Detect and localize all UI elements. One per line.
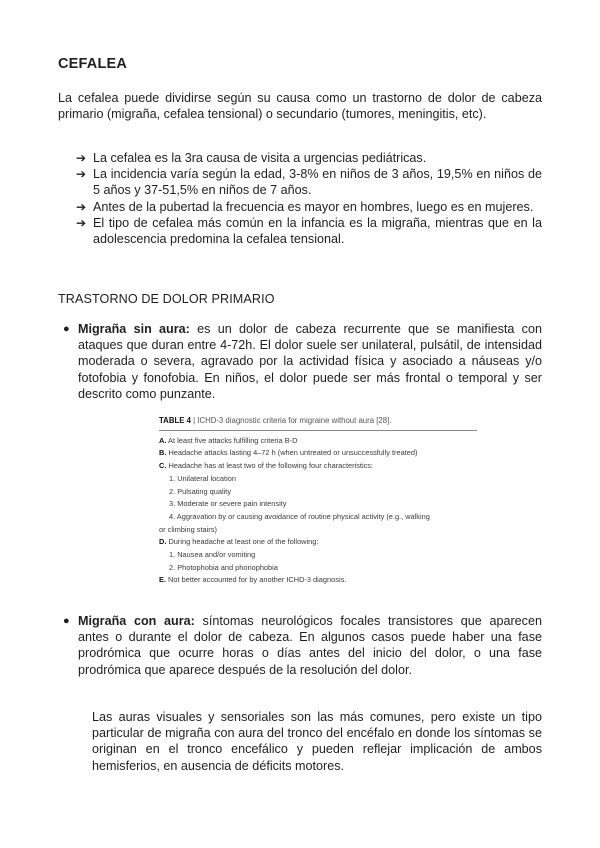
table-caption-text: | ICHD-3 diagnostic criteria for migraine without aura [28]. [190,416,392,425]
criterion-text: Headache attacks lasting 4–72 h (when untreated or unsuccessfully treated) [166,448,418,458]
bullet-term: Migraña con aura: [78,614,195,628]
arrow-right-icon: ➔ [76,215,87,230]
criterion-letter: A. [159,435,167,445]
criterion-text: 4. Aggravation by or causing avoidance of routine physical activity (e.g., walking [169,511,430,521]
arrow-item-text: El tipo de cefalea más común en la infancia es la migraña, mientras que en la adolescencia predomina la cefalea tensional. [93,215,542,247]
bullet-migraine-without-aura [63,321,542,402]
table-row [159,562,477,575]
arrow-item-text: La incidencia varía según la edad, 3-8% en niños de 3 años, 19,5% en niños de 5 años y 37-51,5% en niños de 7 años. [93,167,542,198]
bullet-term: Migraña sin aura: [78,322,190,336]
criterion-letter: E. [159,575,166,585]
table-row [159,536,477,549]
arrow-list-item [76,166,542,198]
criterion-text: 1. Nausea and/or vomiting [169,550,256,560]
criterion-text: 2. Photophobia and phonophobia [169,562,278,572]
criteria-table-figure [159,415,477,587]
arrow-item-text: Antes de la pubertad la frecuencia es mayor en hombres, luego es en mujeres. [93,199,534,214]
criterion-text: 2. Pulsating quality [169,486,232,496]
table-row [159,486,477,499]
table-row [159,460,477,473]
arrow-list-item [76,215,542,247]
bullet-migraine-with-aura [63,613,542,678]
criterion-letter: C. [159,461,167,471]
criterion-text: Not better accounted for by another ICHD-3 diagnosis. [165,575,347,585]
aura-paragraph: Las auras visuales y sensoriales son las más comunes, pero existe un tipo particular de migraña con aura del tronco del encéfalo en donde los síntomas se originan en el tronco encefálico y pueden reflejar implicación de ambos hemisferios, en ausencia de déficits motores. [92,710,542,773]
table-label: TABLE 4 [159,416,191,425]
section-heading: TRASTORNO DE DOLOR PRIMARIO [58,292,275,306]
arrow-right-icon: ➔ [76,167,87,182]
arrow-list-item [76,150,542,166]
arrow-list-item [76,199,542,215]
table-row [159,473,477,486]
bullet-text: síntomas neurológicos focales transistores que aparecen antes o durante el dolor de cabeza. En algunos casos puede haber una fase prodrómica que ocurre horas o días antes del inicio del dolor, o una fase prodrómica que aparece después de la resolución del dolor. [78,614,542,677]
table-row [159,447,477,460]
table-row [159,574,477,587]
criterion-letter: D. [159,537,167,547]
table-row [159,498,477,511]
table-caption [159,415,477,431]
criterion-text: 1. Unilateral location [169,473,236,483]
table-row [159,511,477,524]
arrow-right-icon: ➔ [76,199,87,214]
criterion-text: Headache has at least two of the following four characteristics: [166,461,374,471]
table-row [159,524,477,537]
table-row [159,435,477,448]
arrow-item-text: La cefalea es la 3ra causa de visita a urgencias pediátricas. [93,151,427,165]
criterion-text: or climbing stairs) [159,524,217,534]
criterion-letter: B. [159,448,167,458]
intro-paragraph: La cefalea puede dividirse según su causa como un trastorno de dolor de cabeza primario (migraña, cefalea tensional) o secundario (tumores, meningitis, etc). [58,91,542,122]
table-row [159,549,477,562]
criterion-text: 3. Moderate or severe pain intensity [169,499,287,509]
arrow-list [76,150,542,247]
bullet-text: es un dolor de cabeza recurrente que se manifiesta con ataques que duran entre 4-72h. El dolor suele ser unilateral, pulsátil, de intensidad moderada o severa, agravado por la actividad física y asociado a náuseas y/o fotofobia y fonofobia. En niños, el dolor puede ser más frontal o temporal y ser descrito como punzante. [78,322,542,401]
criterion-text: At least five attacks fulfilling criteria B-D [166,435,298,445]
bullet-dot-icon: ● [63,615,70,627]
criterion-text: During headache at least one of the following: [166,537,319,547]
arrow-right-icon: ➔ [76,151,87,165]
page-title: CEFALEA [58,56,128,72]
bullet-dot-icon: ● [63,323,70,335]
